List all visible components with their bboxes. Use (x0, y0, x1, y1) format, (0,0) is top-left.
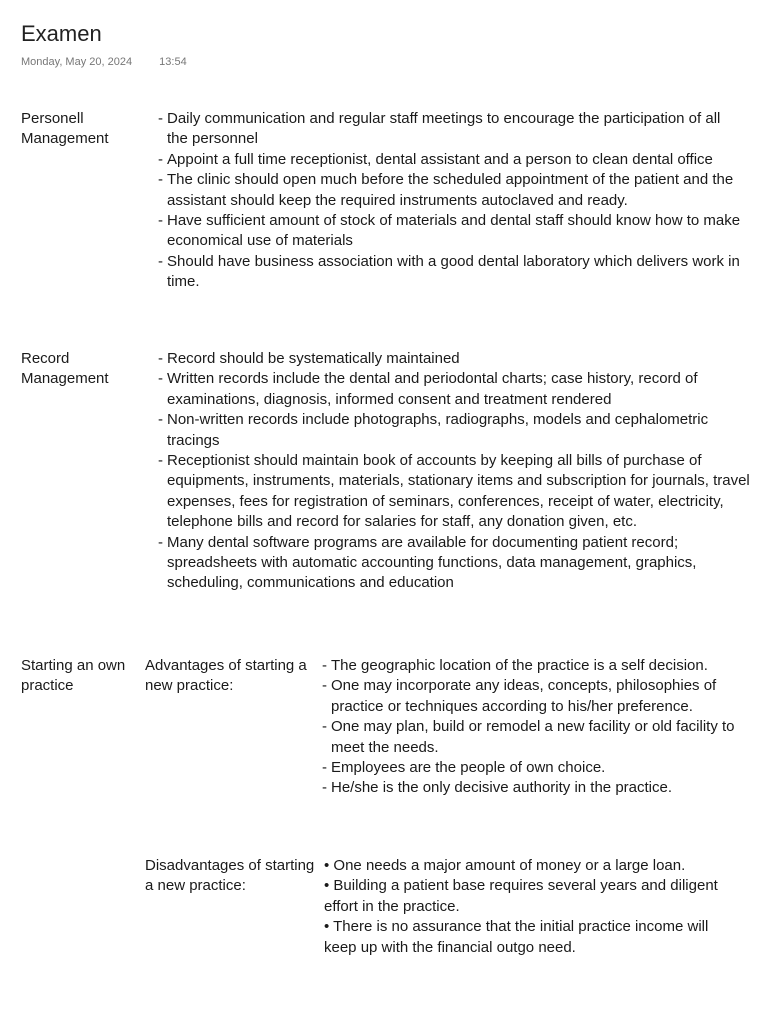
starting-label: Starting an own practice (21, 657, 126, 695)
advantages-label: Advantages of starting a new practice: (145, 657, 307, 695)
list-item: - Daily communication and regular staff meetings to encourage the participation of all the personnel (158, 109, 743, 150)
page-title: Examen (21, 21, 102, 46)
list-item: - Written records include the dental and periodontal charts; case history, record of examinations, diagnosis, informed consent and treatment rendered (158, 369, 750, 410)
list-item: - Have sufficient amount of stock of materials and dental staff should know how to make economical use of materials (158, 211, 743, 252)
record-label: Record Management (21, 350, 109, 388)
list-item: - Record should be systematically maintained (158, 349, 750, 369)
list-item: - He/she is the only decisive authority in the practice. (322, 778, 740, 798)
list-item: - Employees are the people of own choice. (322, 758, 740, 778)
list-item: - The geographic location of the practice is a self decision. (322, 656, 740, 676)
list-item: keep up with the financial outgo need. (324, 938, 576, 956)
list-item: - Receptionist should maintain book of accounts by keeping all bills of purchase of equipments, instruments, materials, stationary items and subscription for journals, travel expenses, fees for registration of seminars, conferences, receipt of water, electricity, telephone bills and record for salaries for staff, any donation given, etc. (158, 451, 750, 533)
list-item: • Building a patient base requires several years and diligent (324, 877, 718, 895)
list-item: - Should have business association with a good dental laboratory which delivers work in time. (158, 252, 743, 293)
list-item: • One needs a major amount of money or a large loan. (324, 857, 686, 874)
disadvantages-label: Disadvantages of starting a new practice: (145, 857, 315, 895)
record-list (158, 349, 750, 594)
list-item: - Many dental software programs are available for documenting patient record; spreadsheets with automatic accounting functions, data management, graphics, scheduling, communications and education (158, 533, 750, 594)
list-item: - One may plan, build or remodel a new facility or old facility to meet the needs. (322, 717, 740, 758)
disadvantages-list (324, 856, 724, 958)
personnel-label: Personell Management (21, 110, 109, 148)
list-item: - Appoint a full time receptionist, dental assistant and a person to clean dental office (158, 150, 743, 170)
page-date: Monday, May 20, 2024 (21, 56, 133, 68)
list-item: effort in the practice. (324, 897, 460, 915)
list-item: - Non-written records include photographs, radiographs, models and cephalometric tracings (158, 410, 750, 451)
list-item: - One may incorporate any ideas, concepts, philosophies of practice or techniques according to his/her preference. (322, 676, 740, 717)
page-time: 13:54 (159, 56, 187, 68)
list-item: • There is no assurance that the initial practice income will (324, 918, 709, 936)
page-meta (21, 56, 187, 68)
advantages-list (322, 656, 740, 799)
list-item: - The clinic should open much before the scheduled appointment of the patient and the assistant should keep the required instruments autoclaved and ready. (158, 170, 743, 211)
personnel-list (158, 109, 743, 293)
